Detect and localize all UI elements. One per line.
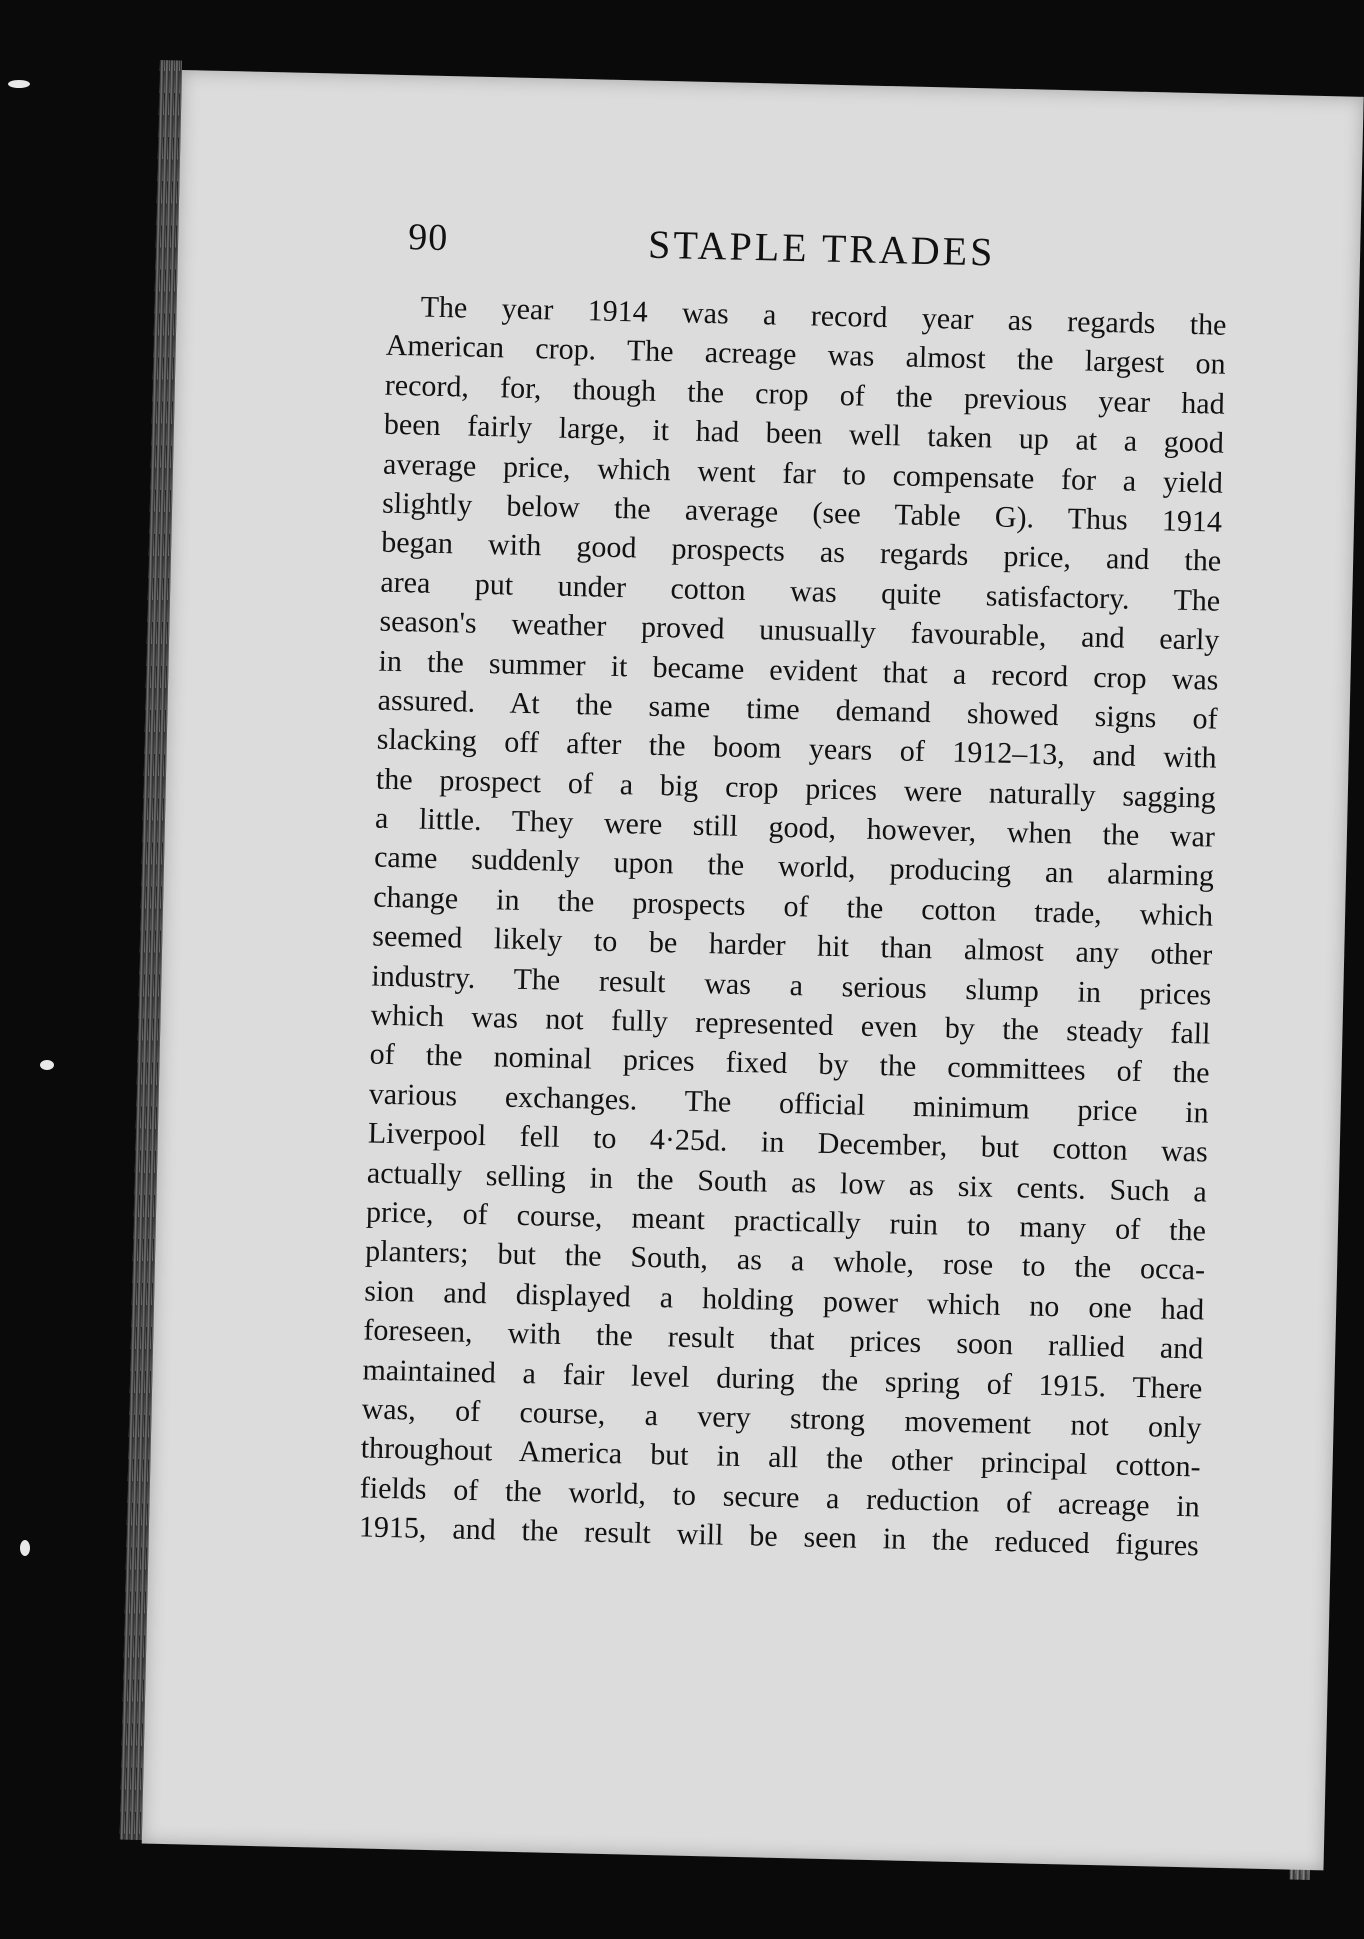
text-line: throughout America but in all the other principal cotton- bbox=[360, 1431, 1201, 1484]
text-line: slacking off after the boom years of 1912–13, and with bbox=[376, 722, 1218, 775]
text-line: seemed likely to be harder hit than almost any other bbox=[372, 919, 1213, 972]
page-number: 90 bbox=[407, 216, 449, 260]
text-line: season's weather proved unusually favourable, and early bbox=[379, 604, 1220, 657]
text-line: came suddenly upon the world, producing an alarming bbox=[373, 841, 1215, 894]
text-line: sion and displayed a holding power which no one had bbox=[363, 1274, 1205, 1327]
text-line: record, for, though the crop of the previous year had bbox=[384, 368, 1226, 421]
text-line: slightly below the average (see Table G). Thus 1914 bbox=[381, 486, 1223, 539]
text-line: the prospect of a big crop prices were naturally sagging bbox=[375, 762, 1217, 815]
text-line: actually selling in the South as low as six cents. Such a bbox=[366, 1156, 1208, 1209]
text-line: in the summer it became evident that a record crop was bbox=[378, 644, 1219, 697]
running-title: STAPLE TRADES bbox=[647, 221, 996, 275]
text-line: Liverpool fell to 4·25d. in December, but cotton was bbox=[367, 1116, 1209, 1169]
scan-speck bbox=[20, 1540, 30, 1556]
text-line: maintained a fair level during the spring of 1915. There bbox=[362, 1352, 1203, 1406]
text-line: a little. They were still good, however, when the war bbox=[374, 801, 1216, 854]
text-line: various exchanges. The official minimum price in bbox=[368, 1077, 1209, 1130]
body-paragraph bbox=[359, 287, 1227, 1566]
text-line: The year 1914 was a record year as regards the bbox=[420, 290, 1227, 342]
text-line: of the nominal prices fixed by the committees of the bbox=[369, 1037, 1210, 1090]
text-line: which was not fully represented even by the steady fall bbox=[370, 998, 1211, 1051]
book-page bbox=[142, 70, 1364, 1870]
text-line: fields of the world, to secure a reduction of acreage in bbox=[359, 1471, 1201, 1524]
text-line: been fairly large, it had been well taken up at a good bbox=[383, 407, 1225, 460]
text-line: 1915, and the result will be seen in the reduced figures bbox=[358, 1510, 1200, 1563]
text-line: industry. The result was a serious slump in prices bbox=[371, 959, 1212, 1012]
scan-speck bbox=[8, 80, 30, 88]
text-line: was, of course, a very strong movement not only bbox=[361, 1392, 1202, 1445]
text-line: change in the prospects of the cotton trade, which bbox=[372, 880, 1214, 933]
scan-speck bbox=[40, 1060, 54, 1070]
text-line: American crop. The acreage was almost the largest on bbox=[385, 329, 1226, 382]
text-line: began with good prospects as regards price, and the bbox=[380, 525, 1222, 579]
text-line: assured. At the same time demand showed signs of bbox=[377, 683, 1218, 736]
text-line: foreseen, with the result that prices soon rallied and bbox=[363, 1313, 1204, 1366]
page-header bbox=[407, 215, 1308, 295]
text-line: area put under cotton was quite satisfactory. The bbox=[380, 565, 1221, 618]
text-line: planters; but the South, as a whole, rose to the occa- bbox=[364, 1234, 1206, 1287]
text-line: price, of course, meant practically ruin to many of the bbox=[365, 1195, 1207, 1248]
text-line: average price, which went far to compensate for a yield bbox=[382, 447, 1224, 500]
